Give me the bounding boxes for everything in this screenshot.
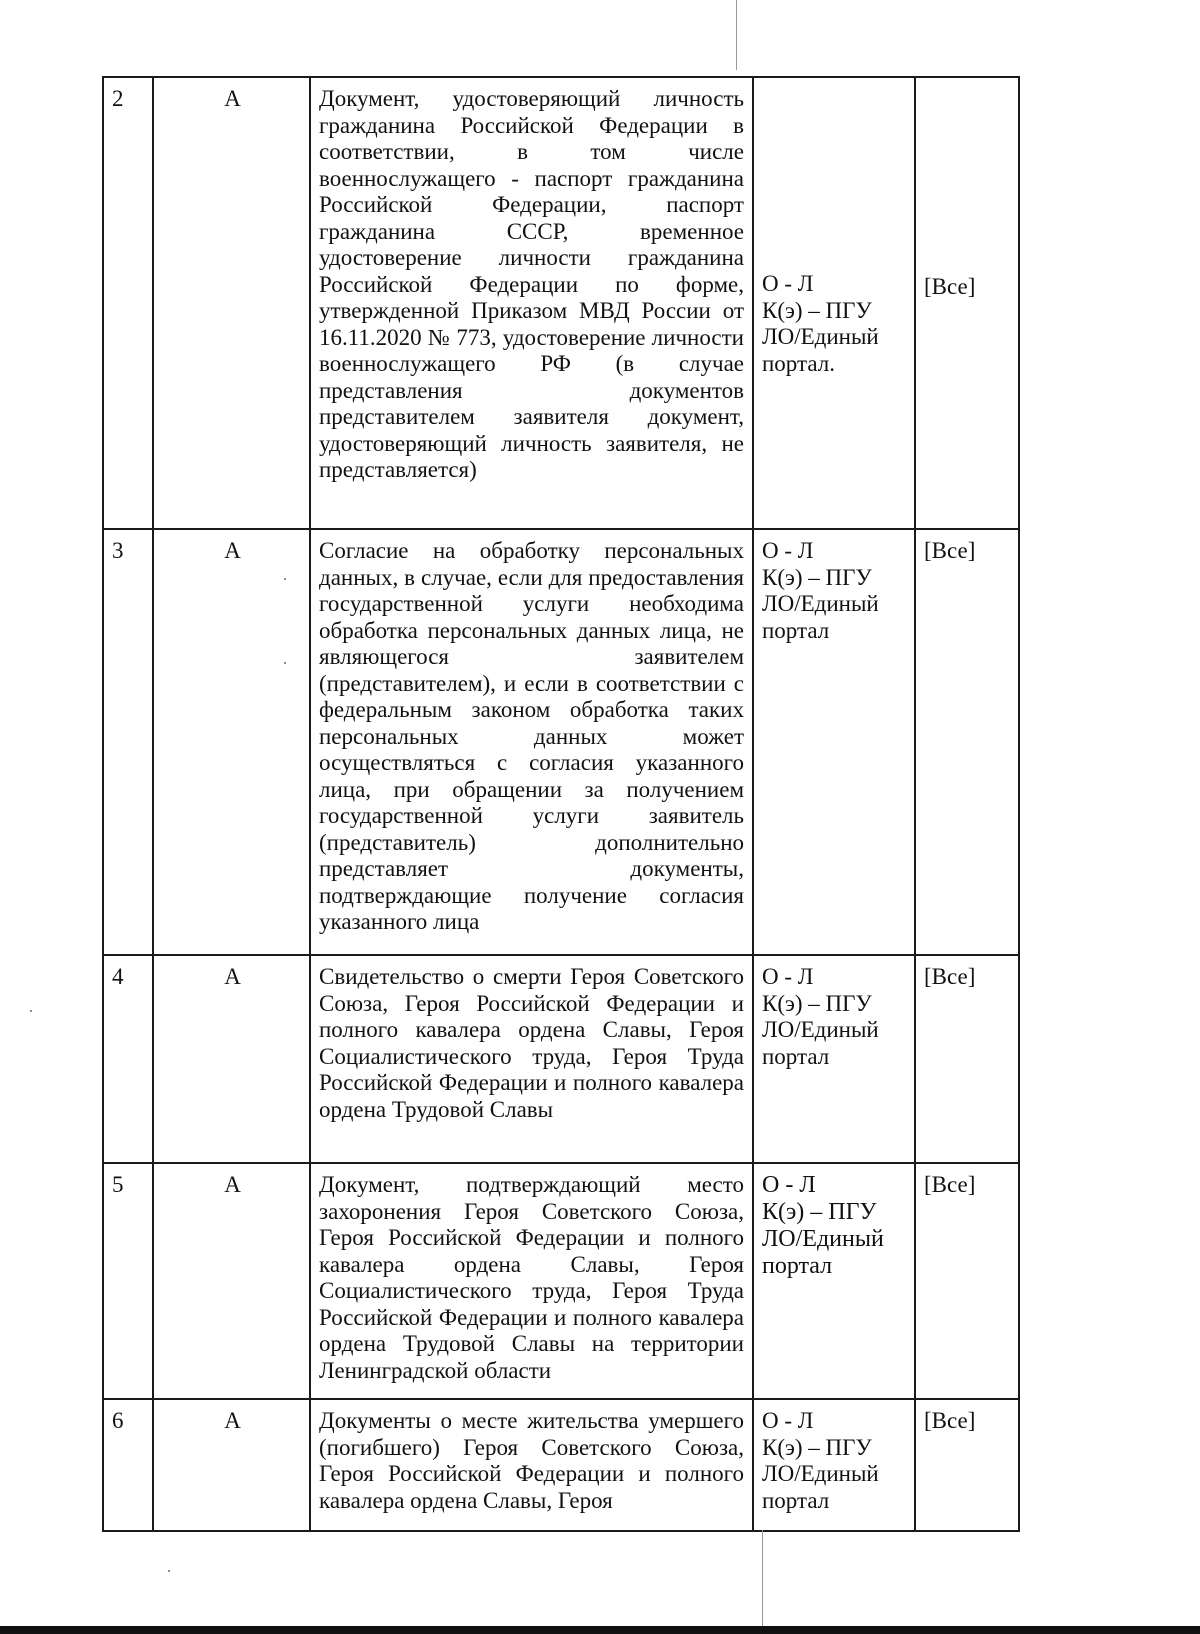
row-description	[310, 1163, 753, 1399]
scan-trace	[736, 0, 737, 70]
scan-trace	[762, 1530, 763, 1626]
row-applicability: [Все]	[915, 1163, 1019, 1399]
channel-line: К(э) – ПГУ	[762, 1434, 872, 1460]
scan-speck	[284, 662, 286, 664]
row-applicability: [Все]	[915, 955, 1019, 1163]
row-channels	[753, 77, 915, 529]
scan-speck	[284, 578, 286, 580]
row-category: А	[153, 529, 310, 955]
row-description	[310, 1399, 753, 1531]
channel-line: О - Л	[762, 1408, 814, 1433]
scan-speck	[168, 1570, 170, 1572]
channel-line: портал.	[762, 350, 835, 376]
channel-line: ЛО/Единый	[762, 1226, 884, 1252]
channel-line: ЛО/Единый	[762, 1017, 879, 1042]
row-category: А	[153, 1399, 310, 1531]
table-row	[103, 529, 1019, 955]
row-number: 6	[103, 1399, 153, 1531]
row-channels	[753, 1399, 915, 1531]
row-channels	[753, 955, 915, 1163]
row-category: А	[153, 1163, 310, 1399]
description-text: Согласие на обработку персональных данных, в случае, если для предоставления государственной услуги необходима обработка персональных данных лица, не являющегося заявителем (представителем), и если в соответствии с федеральным законом обработка таких персональных данных может осуществляться с согласия указанного лица, при обращении за получением государственной услуги заявитель (представитель) дополнительно представляет документы, подтверждающие получение согласия указанного лица	[319, 538, 744, 934]
row-channels	[753, 529, 915, 955]
scan-bottom-edge	[0, 1626, 1200, 1634]
description-text: Документы о месте жительства умершего (погибшего) Героя Советского Союза, Героя Российской Федерации и полного кавалера ордена Славы, Героя	[319, 1408, 744, 1513]
channel-line: О - Л	[762, 1172, 816, 1198]
documents-table	[102, 76, 1020, 1532]
row-applicability: [Все]	[915, 1399, 1019, 1531]
channel-line: О - Л	[762, 271, 814, 296]
channel-line: К(э) – ПГУ	[762, 990, 872, 1016]
table-row	[103, 955, 1019, 1163]
row-category: А	[153, 77, 310, 529]
row-description	[310, 77, 753, 529]
channel-line: портал	[762, 1487, 830, 1513]
row-number: 5	[103, 1163, 153, 1399]
row-number: 3	[103, 529, 153, 955]
description-text: Документ, подтверждающий место захоронения Героя Советского Союза, Героя Российской Федерации и полного кавалера ордена Славы, Героя Социалистического труда, Героя Труда Российской Федерации и полного кавалера ордена Трудовой Славы на территории Ленинградской области	[319, 1172, 744, 1383]
channel-line: К(э) – ПГУ	[762, 297, 872, 323]
row-category: А	[153, 955, 310, 1163]
channel-line: К(э) – ПГУ	[762, 1199, 877, 1225]
row-channels	[753, 1163, 915, 1399]
table-row	[103, 1163, 1019, 1399]
channel-line: портал	[762, 617, 830, 643]
row-applicability: [Все]	[915, 529, 1019, 955]
scan-speck	[30, 1010, 32, 1012]
table-row	[103, 77, 1019, 529]
channel-line: ЛО/Единый	[762, 1461, 879, 1486]
row-applicability: [Все]	[915, 77, 1019, 529]
description-text: Свидетельство о смерти Героя Советского Союза, Героя Российской Федерации и полного кавалера ордена Славы, Героя Социалистического труда, Героя Труда Российской Федерации и полного кавалера ордена Трудовой Славы	[319, 964, 744, 1122]
table-row	[103, 1399, 1019, 1531]
channel-line: О - Л	[762, 964, 814, 989]
description-text: Документ, удостоверяющий личность гражданина Российской Федерации в соответствии, в том числе военнослужащего - паспорт гражданина Российской Федерации, паспорт гражданина СССР, временное удостоверение личности гражданина Российской Федерации по форме, утвержденной Приказом МВД России от 16.11.2020 № 773, удостоверение личности военнослужащего РФ (в случае представления документов представителем заявителя документ, удостоверяющий личность заявителя, не представляется)	[319, 86, 744, 482]
channel-line: О - Л	[762, 538, 814, 563]
channel-line: ЛО/Единый	[762, 591, 879, 616]
channel-line: К(э) – ПГУ	[762, 564, 872, 590]
row-description	[310, 955, 753, 1163]
row-description	[310, 529, 753, 955]
row-number: 4	[103, 955, 153, 1163]
channel-line: портал	[762, 1043, 830, 1069]
channel-line: портал	[762, 1253, 833, 1279]
row-number: 2	[103, 77, 153, 529]
channel-line: ЛО/Единый	[762, 324, 879, 349]
